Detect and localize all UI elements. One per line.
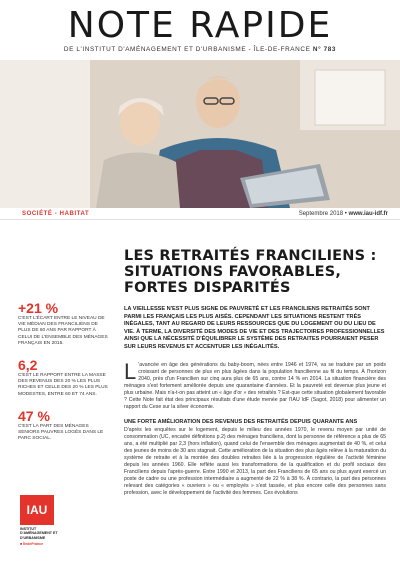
rubric-bar [0,208,400,220]
masthead [0,0,400,60]
website-link[interactable]: www.iau-idf.fr [348,210,388,217]
key-figure-text: C'EST LE RAPPORT ENTRE LA MASSE DES REVENUS DES 20 % LES PLUS RICHES ET CELLE DES 20 % LES PLUS MODESTES, ENTRE 60 ET 74 ANS. [18,373,108,397]
article-headline [124,248,386,296]
partner-logo: ■ ÎledeFrance [20,542,44,547]
key-figure-text: C'EST LA PART DES MÉNAGES SENIORS PAUVRES LOGÉS DANS LE PARC SOCIAL. [18,423,104,442]
issue-number: N° 783 [312,46,337,53]
key-figure [18,408,110,443]
key-figures [18,300,110,452]
photo-of-elderly-couple-icon [0,60,400,208]
paragraph-text: 'avancée en âge des générations du baby-boom, nées entre 1946 et 1974, va se traduire par un poids croissant de personnes de plus en plus âgées dans la population francilienne au fil du temps. À l'horizon 2040, près d'un Francilien sur cinq aura plus de 65 ans, contre 14 % en 2014. La situation financière des ménages s'est fortement améliorée depuis une quarantaine d'années. Et la pauvreté est devenue plus jeune et plus urbaine. Mais n'a-t-on pas atteint un « âge d'or » des retraités ? Est-que cette situation globalement favorable ? Cette Note fait état des principaux résultats d'une étude menée par l'IAU îdF (Sagot, 2018) pour alimenter un rapport du Cese sur la silver économie. [124,361,386,410]
headline-line: FORTES DISPARITÉS [124,280,291,296]
article-lead: LA VIEILLESSE N'EST PLUS SIGNE DE PAUVRETÉ ET LES FRANCILIENS RETRAITÉS SONT PARMI LES FRANÇAIS LES PLUS AISÉS. CEPENDANT LES SITUATIONS RESTENT TRÈS INÉGALES, TANT AU REGARD DE LEURS RESSOURCES QUE DU LOGEMENT OU DU LIEU DE VIE. À TERME, LA DIVERSITÉ DES MODES DE VIE ET DES TRAJECTOIRES PROFESSIONNELLES AINSI QUE LA NÉCESSITÉ D'ÉQUILIBRER LE SYSTÈME DES RETRAITES POURRAIENT PESER SUR LEURS REVENUS ET ACCENTUER LES INÉGALITÉS. [124,306,385,350]
key-figure-text: C'EST L'ÉCART ENTRE LE NIVEAU DE VIE MÉDIAN DES FRANCILIENS DE PLUS DE 60 ANS PAR RAPPORT À CELUI DE L'ENSEMBLE DES MÉNAGES FRANÇAIS EN 2015. [18,316,108,346]
article [124,248,386,497]
section-tag: SOCIÉTÉ - HABITAT [22,210,90,217]
key-figure-value: +21 % [18,300,59,316]
institution-name: INSTITUT D'AMÉNAGEMENT ET D'URBANISME [20,527,58,540]
key-figure [18,357,110,398]
article-paragraph: D'après les enquêtes sur le logement, depuis le milieu des années 1970, le revenu moyen par unité de consommation (UC, encadré définitions p.2) des ménages franciliens, dont la personne de référence a plus de 65 ans, a été multiplié par 2,3 (hors inflation), quand celui de l'ensemble des ménages augmentait de 40 %, et celui des jeunes de moins de 30 ans stagnait. Cette amélioration de la situation des plus âgés relève à la maturation du système de retraite et à la montée des doubles retraites liée à la progression régulière de l'activité féminine depuis les années 1960. Elle reflète aussi les transformations de la qualification et du profil sociaux des Franciliens depuis l'après-guerre. Entre 1990 et 2013, la part des Franciliens de 65 ans ou plus ayant exercé un poste de cadre ou une profession intermédiaire a augmenté de 22 % à 38 %. À contrario, la part des personnes relevant des catégories « ouvriers » ou « employés » s'est tassée, et plus encore celle des personnes sans profession, avec le développement de l'activité des femmes. Ces évolutions [124,426,386,496]
drop-cap: L [124,358,137,384]
publication-title: NOTE RAPIDE [67,5,333,46]
article-subheading: UNE FORTE AMÉLIORATION DES REVENUS DES RETRAITÉS DEPUIS QUARANTE ANS [124,418,358,425]
iau-logo [20,495,60,546]
key-figure-value: 47 % [18,407,50,424]
issue-date [299,211,388,217]
publication-subtitle [0,46,400,53]
separator: • [344,210,349,217]
iau-logo-mark: IAU [20,495,54,525]
key-figure [18,300,110,347]
headline-line: SITUATIONS FAVORABLES, [124,264,342,280]
key-figure-value: 6,2 [18,357,38,374]
subtitle-text: DE L'INSTITUT D'AMÉNAGEMENT ET D'URBANISME - ÎLE-DE-FRANCE [63,46,311,53]
date-text: Septembre 2018 [298,210,344,217]
headline-line: LES RETRAITÉS FRANCILIENS : [124,248,377,264]
article-paragraph [124,358,386,411]
cover-photo [0,60,400,208]
